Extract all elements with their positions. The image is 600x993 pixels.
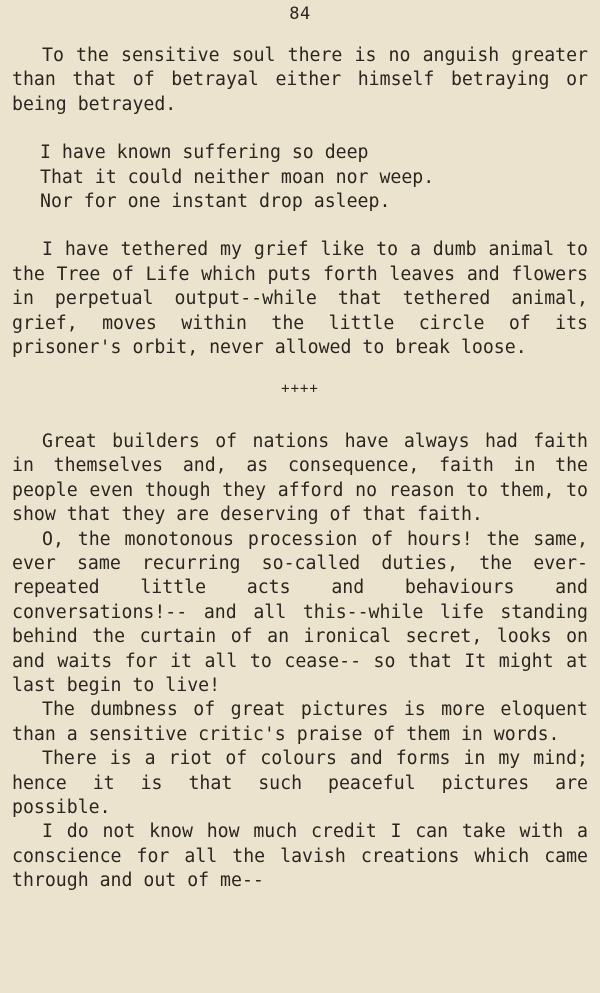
paragraph-dumbness: The dumbness of great pictures is more eloquent than a sensitive critic's praise of them in words. (12, 699, 588, 745)
paragraph-tethered: I have tethered my grief like to a dumb animal to the Tree of Life which puts forth leaves and flowers in perpetual output--while that tethered animal, grief, moves within the little circle of its prisoner's orbit, never allowed to break loose. (12, 239, 588, 359)
paragraph-betrayal: To the sensitive soul there is no anguish greater than that of betrayal either himself betraying or being betrayed. (12, 45, 588, 115)
poem-line: I have known suffering so deep (40, 142, 369, 164)
paragraph-builders: Great builders of nations have always had faith in themselves and, as consequence, faith in the people even though they afford no reason to them, to show that they are deserving of that faith. (12, 430, 588, 526)
page-number: 84 (289, 4, 311, 24)
paragraph-credit: I do not know how much credit I can take with a conscience for all the lavish creations which came through and out of me-- (12, 821, 588, 892)
page-body (12, 44, 588, 894)
paragraph-monotonous: O, the monotonous procession of hours! the same, ever same recurring so-called duties, the ever-repeated little acts and behaviours and conversations!-- and all this--while life standing behind the curtain of an ironical secret, looks on and waits for it all to cease-- so that It might at last begin to live! (12, 528, 588, 696)
poem-stanza (12, 141, 588, 214)
section-separator: ++++ (281, 381, 319, 398)
poem-line: That it could neither moan nor weep. (40, 166, 435, 188)
poem-line: Nor for one instant drop asleep. (40, 191, 391, 213)
paragraph-riot: There is a riot of colours and forms in my mind; hence it is that such peaceful pictures are possible. (12, 748, 588, 818)
